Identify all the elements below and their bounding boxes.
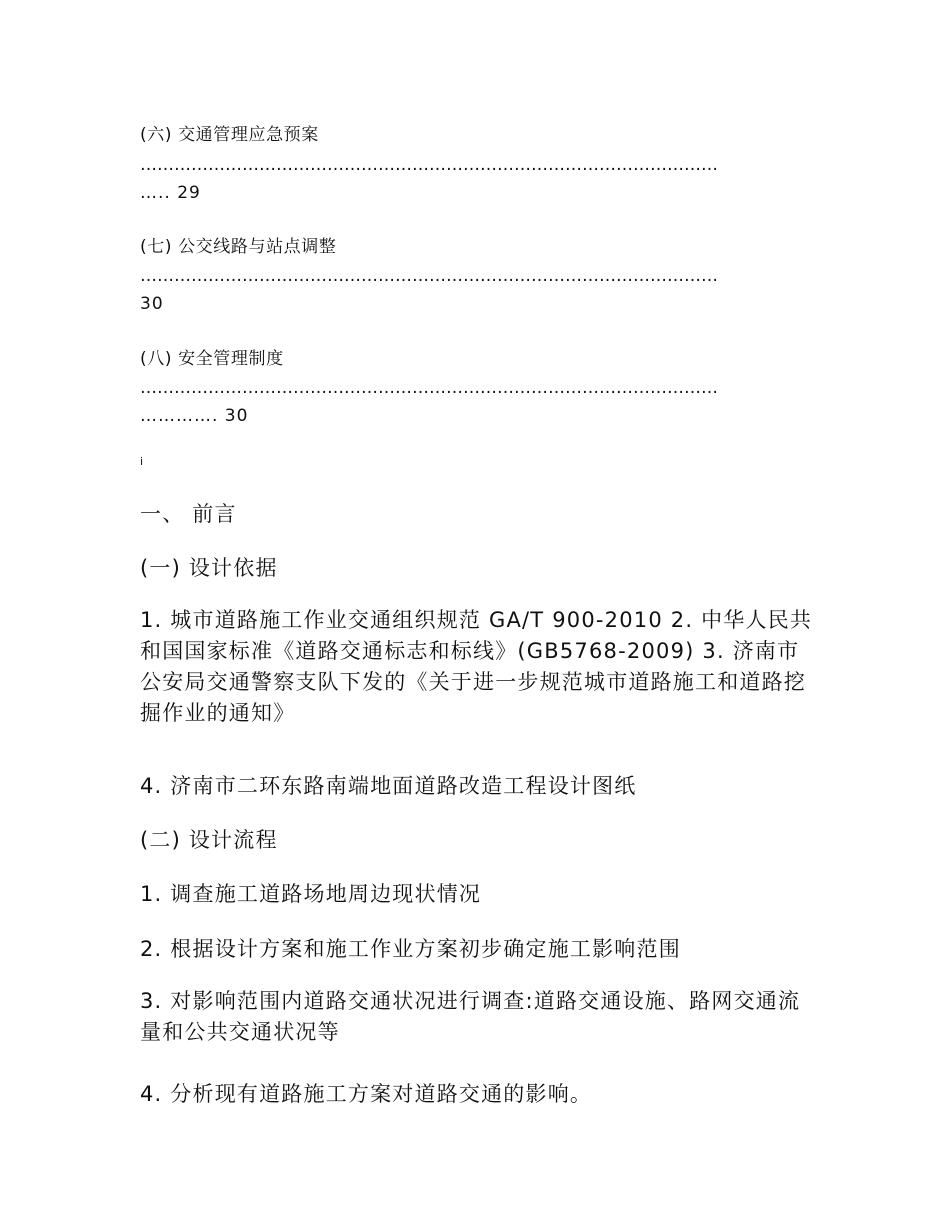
toc-leader-dots: …………………………………………………………………………………………	[140, 378, 718, 398]
toc-item-title: (八) 安全管理制度	[140, 349, 284, 369]
toc-item-title: (六) 交通管理应急预案	[140, 125, 319, 145]
list-item: 4. 分析现有道路施工方案对道路交通的影响。	[140, 1082, 593, 1106]
toc-page-number: 30	[140, 294, 164, 314]
paragraph: 4. 济南市二环东路南端地面道路改造工程设计图纸	[140, 774, 637, 798]
toc-leader-dots: …………………………………………………………………………………………	[140, 266, 718, 286]
toc-item-title: (七) 公交线路与站点调整	[140, 237, 337, 257]
page-number-mark: i	[140, 455, 144, 468]
list-item: 1. 调查施工道路场地周边现状情况	[140, 882, 482, 906]
list-item: 2. 根据设计方案和施工作业方案初步确定施工影响范围	[140, 937, 681, 961]
section-title: 一、 前言	[140, 502, 237, 526]
list-item: 3. 对影响范围内道路交通状况进行调查:道路交通设施、路网交通流量和公共交通状况等	[140, 989, 801, 1044]
toc-leader-dots: …………………………………………………………………………………………	[140, 155, 718, 175]
subsection-title: (二) 设计流程	[140, 828, 278, 852]
toc-page-number: ….. 29	[140, 183, 201, 203]
toc-page-number: …………. 30	[140, 406, 249, 426]
subsection-title: (一) 设计依据	[140, 556, 278, 580]
paragraph: 1. 城市道路施工作业交通组织规范 GA/T 900-2010 2. 中华人民共和国国家标准《道路交通标志和标线》(GB5768-2009) 3. 济南市公安局交通警察支队下发的《关于进一步规范城市道路施工和道路挖掘作业的通知》	[140, 608, 813, 725]
